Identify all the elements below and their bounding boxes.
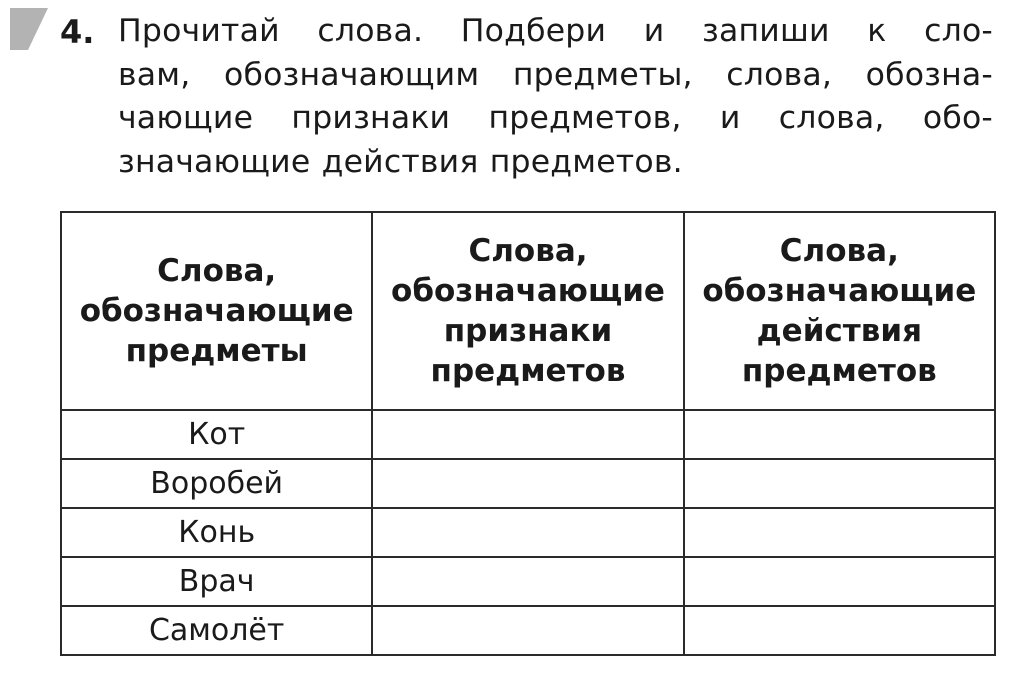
action-answer-cell[interactable] — [684, 459, 995, 508]
action-answer-cell[interactable] — [684, 508, 995, 557]
header-line: Слова, — [157, 253, 277, 289]
action-answer-cell[interactable] — [684, 606, 995, 655]
header-line: Слова, — [468, 233, 588, 269]
task-line: Прочитай слова. Подбери и запиши к сло- — [118, 13, 993, 49]
action-answer-cell[interactable] — [684, 410, 995, 459]
header-line: предметов — [741, 353, 937, 389]
header-line: обозначающие — [79, 293, 354, 329]
attribute-answer-cell[interactable] — [372, 557, 683, 606]
table-header-row — [61, 212, 995, 410]
table-row — [61, 557, 995, 606]
words-table — [60, 211, 996, 656]
header-actions — [684, 212, 995, 410]
header-line: обозначающие — [702, 273, 977, 309]
object-word-cell: Самолёт — [61, 606, 372, 655]
task-instruction — [118, 10, 993, 184]
object-word-cell: Врач — [61, 557, 372, 606]
header-line: обозначающие — [391, 273, 665, 309]
header-line: Слова, — [779, 233, 899, 269]
attribute-answer-cell[interactable] — [372, 606, 683, 655]
task-line: вам, обозначающим предметы, слова, обозна- — [118, 56, 993, 93]
attribute-answer-cell[interactable] — [372, 508, 683, 557]
task-number: 4. — [60, 13, 95, 51]
attribute-answer-cell[interactable] — [372, 459, 683, 508]
task-line: значающие действия предметов. — [118, 143, 683, 180]
task-marker-icon — [8, 8, 48, 50]
header-line: признаки — [443, 313, 613, 349]
attribute-answer-cell[interactable] — [372, 410, 683, 459]
object-word-cell: Воробей — [61, 459, 372, 508]
table-row — [61, 459, 995, 508]
header-objects — [61, 212, 372, 410]
task-line: чающие признаки предметов, и слова, обо- — [118, 100, 993, 136]
object-word-cell: Конь — [61, 508, 372, 557]
header-attributes — [372, 212, 683, 410]
header-line: предметы — [125, 333, 308, 369]
action-answer-cell[interactable] — [684, 557, 995, 606]
table-row — [61, 606, 995, 655]
header-line: действия — [756, 313, 923, 349]
object-word-cell: Кот — [61, 410, 372, 459]
table-row — [61, 410, 995, 459]
table-row — [61, 508, 995, 557]
header-line: предметов — [430, 353, 626, 389]
